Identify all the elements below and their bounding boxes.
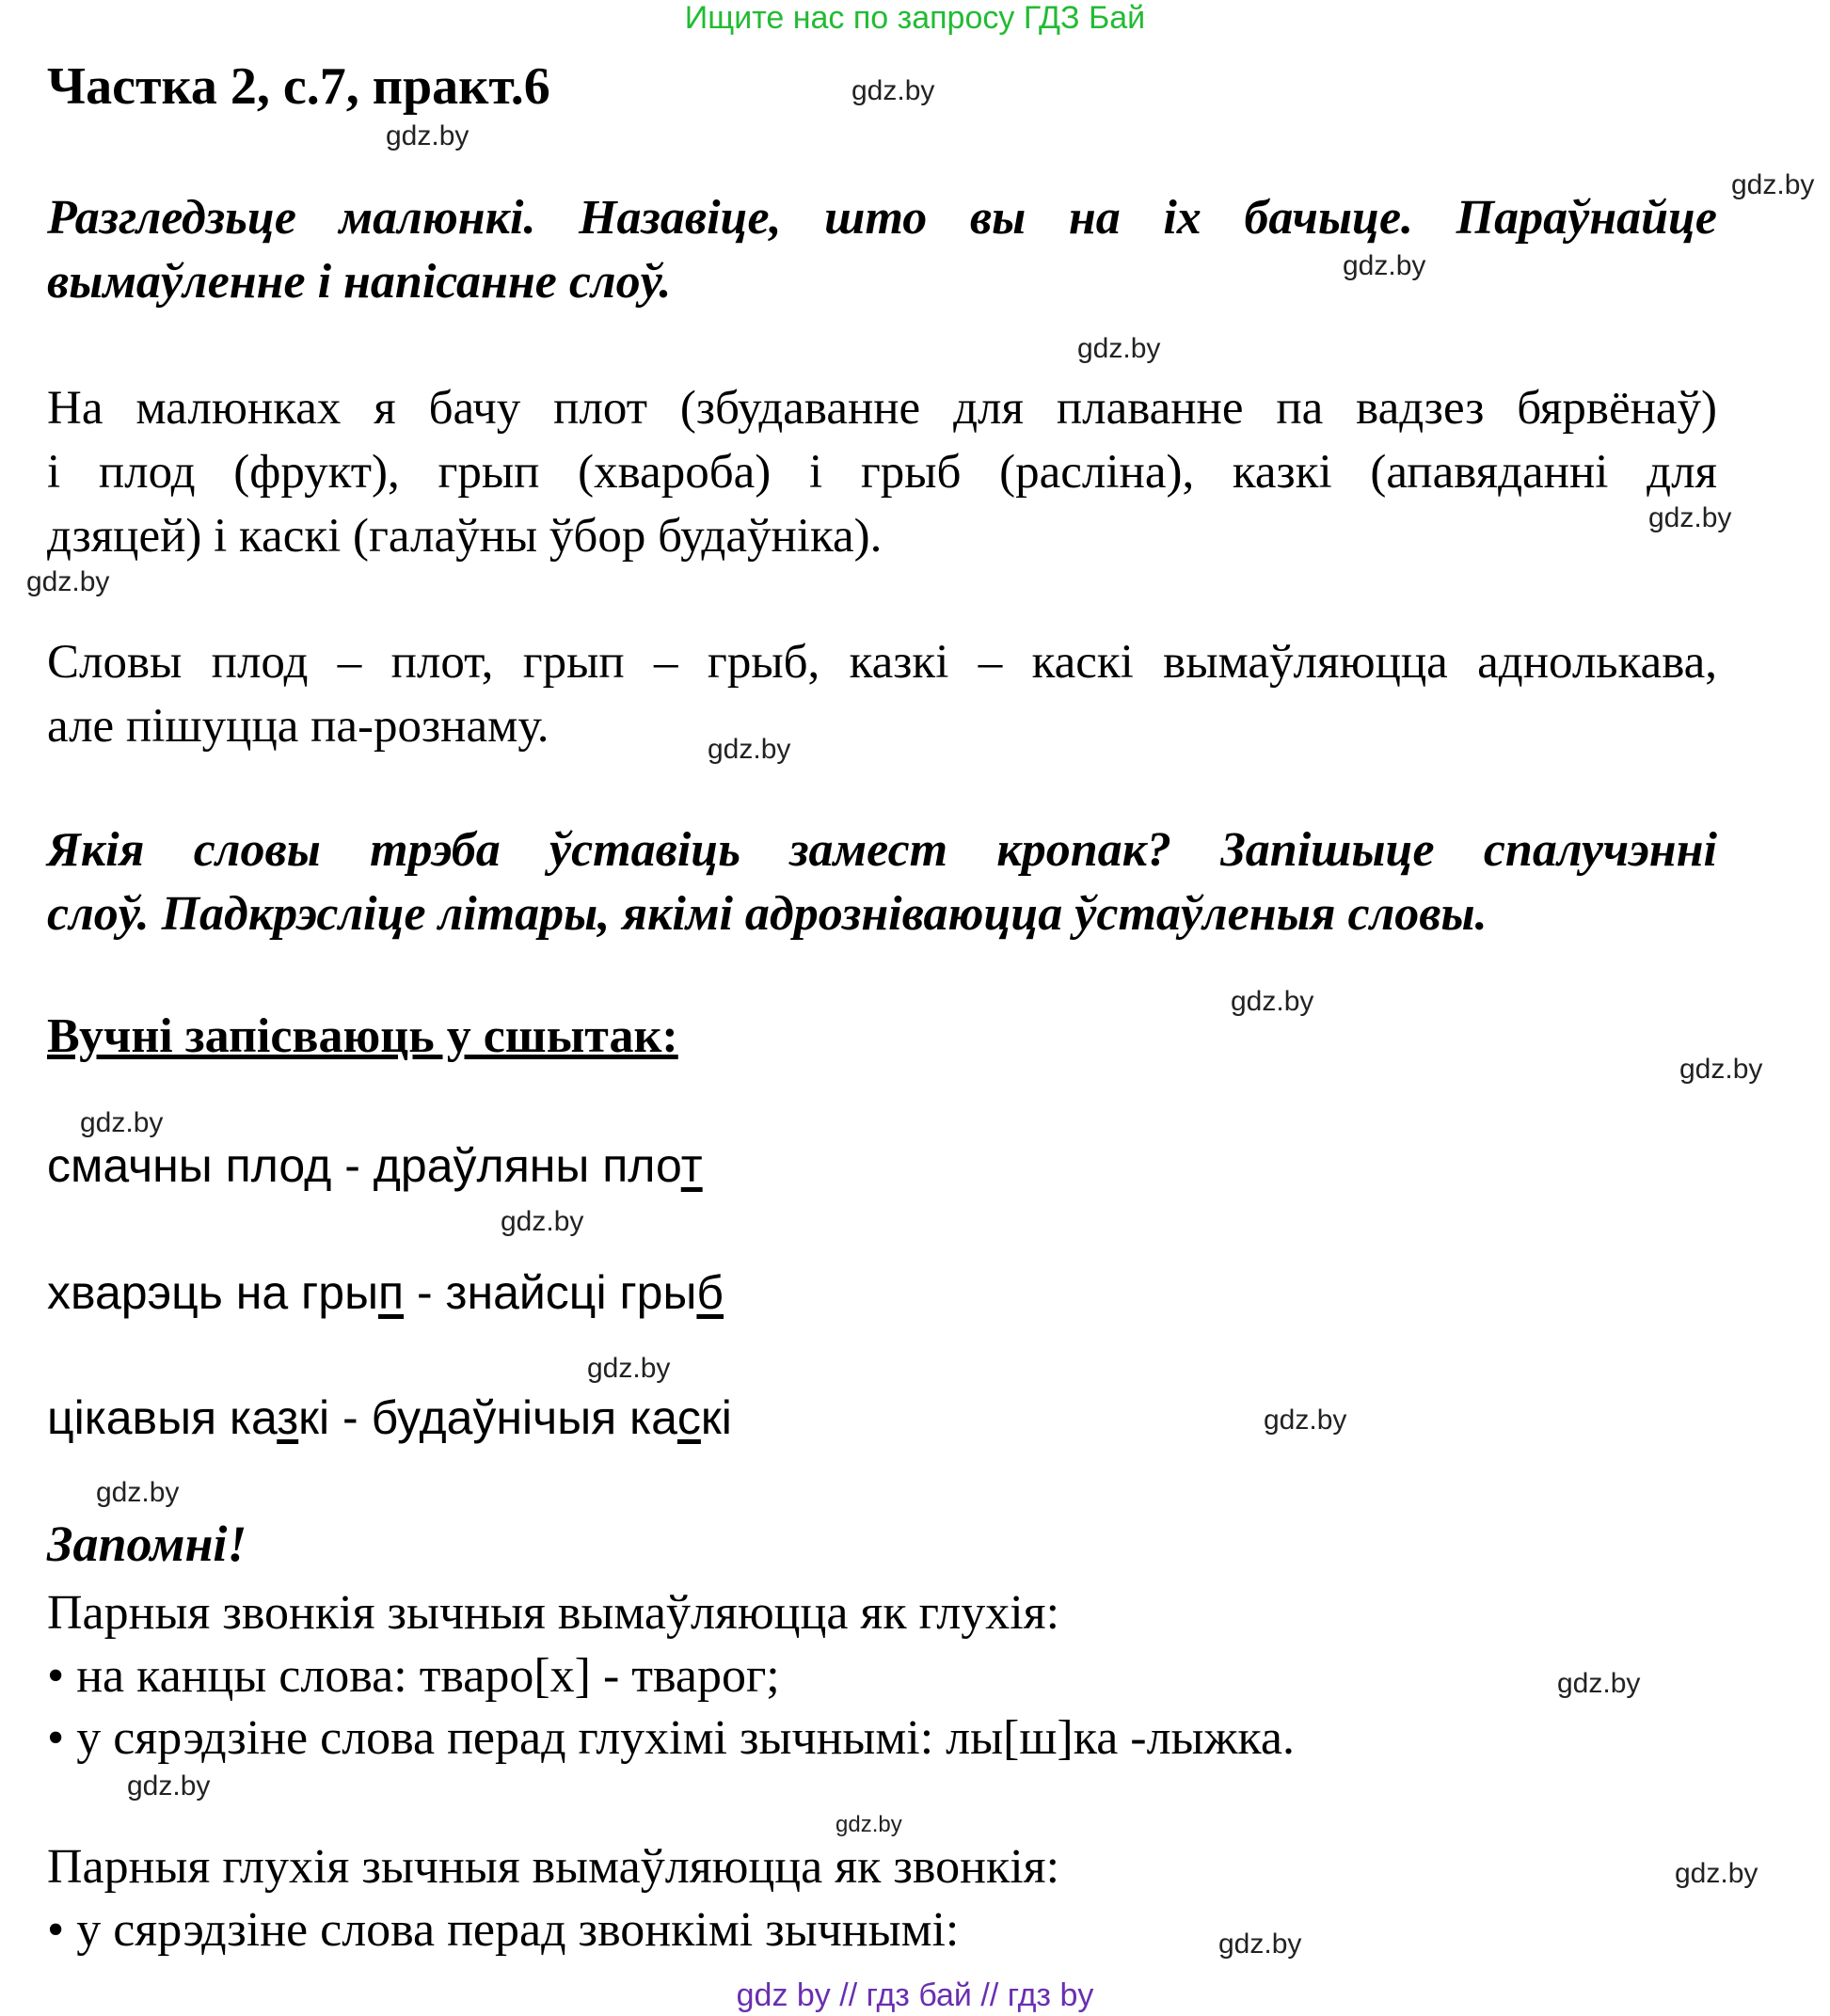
paragraph-1-line: дзяцей) і каскі (галаўны ўбор будаўніка). bbox=[47, 510, 883, 563]
watermark: gdz.by bbox=[1231, 986, 1314, 1017]
task-2-line: Якія словы трэба ўставіць замест кропак? Запішыце спалучэнні bbox=[47, 823, 1717, 877]
watermark: gdz.by bbox=[587, 1353, 671, 1384]
watermark: gdz.by bbox=[1675, 1858, 1758, 1889]
answer-text: кі bbox=[700, 1391, 732, 1444]
watermark: gdz.by bbox=[1557, 1668, 1641, 1699]
watermark: gdz.by bbox=[26, 566, 110, 597]
answer-text: хварэць на гры bbox=[47, 1266, 379, 1319]
task-instruction-2 bbox=[47, 818, 1717, 946]
remember-title: Запомні! bbox=[47, 1516, 247, 1572]
rule-line: Парныя глухія зычныя вымаўляюцца як звонкія: bbox=[47, 1840, 1060, 1894]
task-instruction-1 bbox=[47, 186, 1717, 314]
watermark: gdz.by bbox=[1218, 1929, 1302, 1960]
underlined-letter: з bbox=[277, 1391, 299, 1444]
answer-text: цікавыя ка bbox=[47, 1391, 278, 1444]
watermark: gdz.by bbox=[127, 1770, 211, 1802]
task-1-line: вымаўленне і напісанне слоў. bbox=[47, 255, 672, 309]
answer-text: кі - будаўнічыя ка bbox=[298, 1391, 677, 1444]
watermark: gdz.by bbox=[1731, 169, 1815, 200]
task-2-line: слоў. Падкрэсліце літары, якімі адрозніваюцца ўстаўленыя словы. bbox=[47, 887, 1488, 941]
rule-line: Парныя звонкія зычныя вымаўляюцца як глухія: bbox=[47, 1586, 1060, 1640]
watermark: gdz.by bbox=[1679, 1054, 1763, 1085]
answer-line bbox=[47, 1265, 724, 1320]
rule-line: • у сярэдзіне слова перад глухімі зычнымі: лы[ш]ка -лыжка. bbox=[47, 1711, 1295, 1765]
footer-links[interactable]: gdz by // гдз бай // гдз by bbox=[736, 1977, 1094, 2013]
rule-line: • у сярэдзіне слова перад звонкімі зычнымі: bbox=[47, 1903, 960, 1957]
watermark: gdz.by bbox=[1264, 1405, 1347, 1436]
watermark: gdz.by bbox=[501, 1206, 584, 1237]
watermark: gdz.by bbox=[1077, 333, 1161, 364]
paragraph-1-line: На малюнках я бачу плот (збудаванне для плаванне па вадзез бярвёнаў) bbox=[47, 382, 1717, 435]
watermark: gdz.by bbox=[96, 1477, 180, 1508]
answer-line bbox=[47, 1390, 732, 1445]
answer-paragraph-2 bbox=[47, 630, 1717, 758]
rule-line: • на канцы слова: твар​о[х] - тварог; bbox=[47, 1649, 780, 1703]
answer-text: смачны пло bbox=[47, 1139, 305, 1192]
underlined-letter: п bbox=[378, 1266, 405, 1319]
underlined-letter: т bbox=[680, 1139, 703, 1192]
underlined-letter: д bbox=[304, 1139, 332, 1192]
underlined-letter: б bbox=[696, 1266, 724, 1319]
answer-text: - знайсці гры bbox=[404, 1266, 697, 1319]
watermark: gdz.by bbox=[708, 734, 791, 765]
watermark: gdz.by bbox=[835, 1812, 902, 1837]
underlined-letter: с bbox=[676, 1391, 701, 1444]
watermark: gdz.by bbox=[1343, 250, 1426, 281]
top-banner[interactable]: Ищите нас по запросу ГДЗ Бай bbox=[684, 0, 1146, 36]
task-1-line: Разгледзьце малюнкі. Назавіце, што вы на іх бачыце. Параўнайце bbox=[47, 191, 1717, 245]
paragraph-1-line: і плод (фрукт), грып (хвароба) і грыб (расліна), казкі (апавяданні для bbox=[47, 446, 1717, 499]
paragraph-2-line: Словы плод – плот, грып – грыб, казкі – каскі вымаўляюцца аднолькава, bbox=[47, 636, 1717, 689]
answer-paragraph-1 bbox=[47, 376, 1717, 568]
answer-line bbox=[47, 1138, 703, 1193]
watermark: gdz.by bbox=[386, 120, 469, 151]
page-title: Частка 2, с.7, практ.6 bbox=[47, 57, 550, 116]
watermark: gdz.by bbox=[1648, 502, 1732, 533]
watermark: gdz.by bbox=[851, 75, 935, 106]
answer-text: - драўляны пло bbox=[331, 1139, 681, 1192]
notebook-heading: Вучні запісваюць у сшытак: bbox=[47, 1009, 678, 1063]
paragraph-2-line: але пішуцца па-рознаму. bbox=[47, 700, 549, 753]
watermark: gdz.by bbox=[80, 1107, 164, 1138]
